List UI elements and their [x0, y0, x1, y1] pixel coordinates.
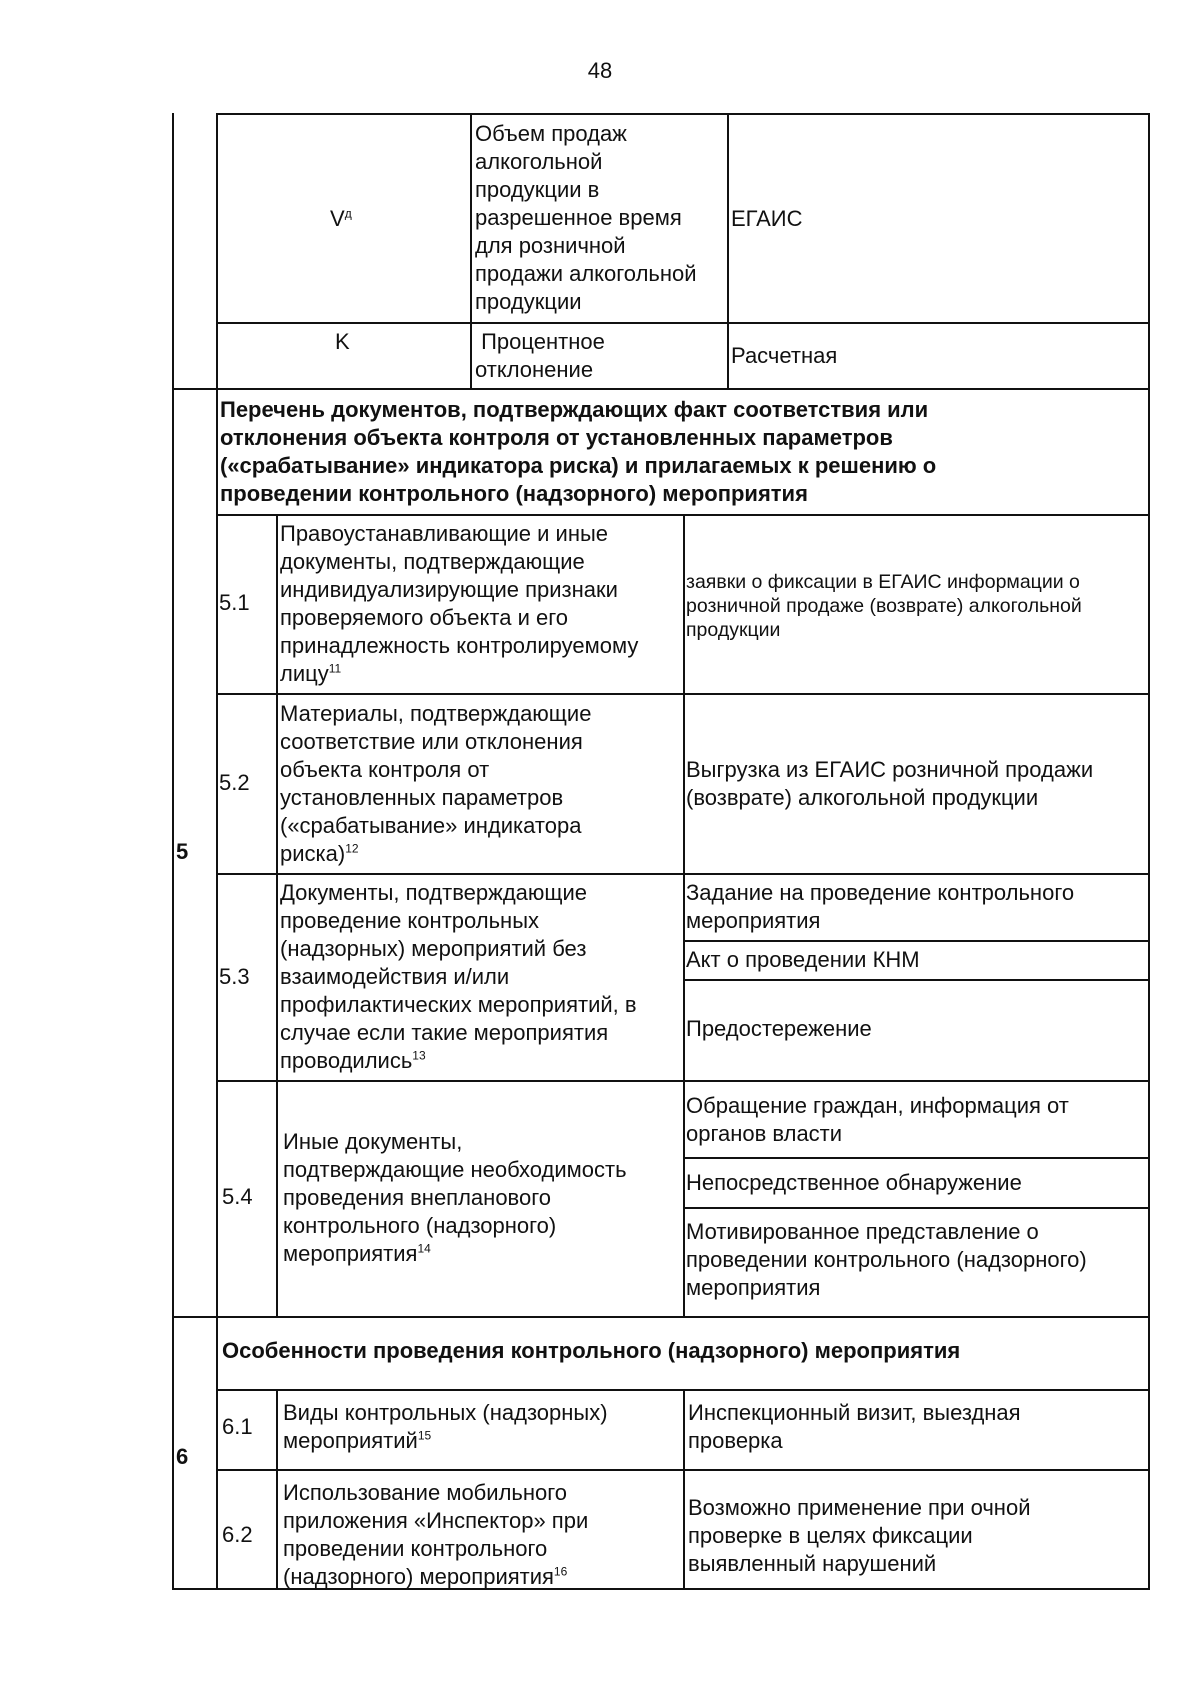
item-5-4-document-1: Обращение граждан, информация от органов власти	[686, 1093, 1069, 1146]
k-description: Процентное отклонение	[475, 329, 605, 382]
section-5-number: 5	[176, 839, 189, 864]
item-5-1-number: 5.1	[219, 590, 250, 615]
item-6-1-number: 6.1	[222, 1414, 253, 1439]
item-5-4-document-3: Мотивированное представление о проведении контрольного (надзорного) мероприятия	[686, 1219, 1087, 1300]
item-6-1-description: Виды контрольных (надзорных) мероприятий$^{15}$	[283, 1400, 608, 1453]
item-5-1-document: заявки о фиксации в ЕГАИС информации о розничной продаже (возврате) алкогольной продукции	[686, 571, 1082, 641]
item-5-2-number: 5.2	[219, 770, 250, 795]
item-6-2-number: 6.2	[222, 1522, 253, 1547]
v-source: ЕГАИС	[731, 206, 803, 231]
item-5-2-description: Материалы, подтверждающие соответствие или отклонения объекта контроля от установленных параметров («срабатывание» индикатора риска)$^{12}$	[280, 701, 592, 866]
v-symbol: $V^д$	[330, 206, 352, 231]
item-5-4-document-2: Непосредственное обнаружение	[686, 1170, 1022, 1195]
section-6-title: Особенности проведения контрольного (надзорного) мероприятия	[222, 1338, 961, 1363]
item-6-2-description: Использование мобильного приложения «Инспектор» при проведении контрольного (надзорного) мероприятия$^{16}$	[283, 1480, 589, 1589]
section-5-title: Перечень документов, подтверждающих факт соответствия или отклонения объекта контроля от установленных параметров («срабатывание» индикатора риска) и прилагаемых к решению о проведении контрольного (надзорного) мероприятия	[220, 397, 937, 506]
item-5-3-number: 5.3	[219, 964, 250, 989]
k-symbol: K	[335, 329, 350, 354]
page-number: 48	[587, 58, 613, 83]
item-5-4-number: 5.4	[222, 1184, 253, 1209]
v-description: Объем продаж алкогольной продукции в разрешенное время для розничной продажи алкогольной продукции	[475, 121, 697, 314]
section-6-number: 6	[176, 1444, 189, 1469]
item-6-2-document: Возможно применение при очной проверке в целях фиксации выявленный нарушений	[688, 1495, 1031, 1576]
item-5-2-document: Выгрузка из ЕГАИС розничной продажи (возврате) алкогольной продукции	[686, 757, 1094, 810]
k-source: Расчетная	[731, 343, 838, 368]
item-5-3-description: Документы, подтверждающие проведение контрольных (надзорных) мероприятий без взаимодействия и/или профилактических мероприятий, в случае если такие мероприятия проводились$^{13}$	[280, 880, 637, 1073]
item-5-1-description: Правоустанавливающие и иные документы, подтверждающие индивидуализирующие признаки проверяемого объекта и его принадлежность контролируемому лицу$^{11}$	[280, 521, 639, 686]
item-6-1-document: Инспекционный визит, выездная проверка	[688, 1400, 1021, 1453]
item-5-4-description: Иные документы, подтверждающие необходимость проведения внепланового контрольного (надзорного) мероприятия$^{14}$	[283, 1129, 627, 1266]
item-5-3-document-1: Задание на проведение контрольного мероприятия	[686, 880, 1075, 933]
item-5-3-document-2: Акт о проведении КНМ	[686, 947, 920, 972]
item-5-3-document-3: Предостережение	[686, 1016, 872, 1041]
